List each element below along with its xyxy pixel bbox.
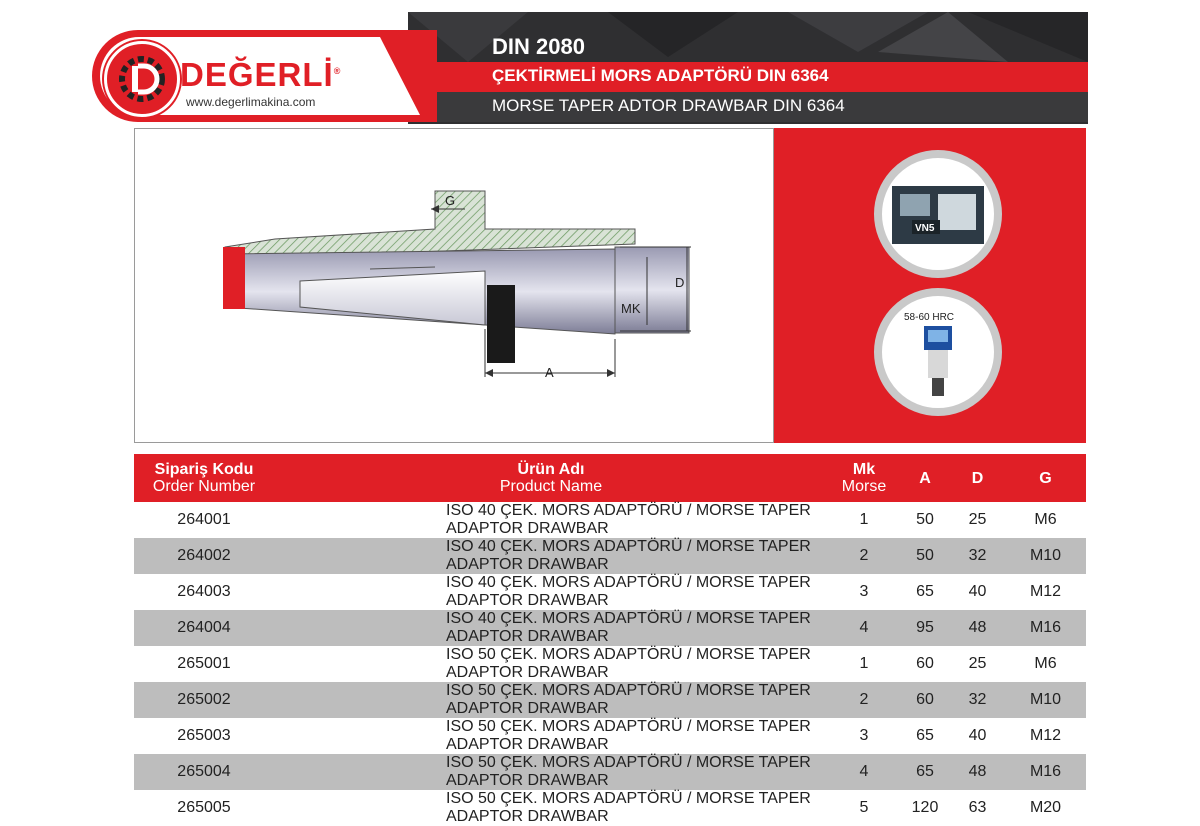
logo-emblem	[104, 41, 180, 117]
cell-name: ISO 50 ÇEK. MORS ADAPTÖRÜ / MORSE TAPER ADAPTOR DRAWBAR	[274, 682, 828, 718]
cell-name: ISO 40 ÇEK. MORS ADAPTÖRÜ / MORSE TAPER ADAPTOR DRAWBAR	[446, 502, 811, 537]
brand-url: www.degerlimakina.com	[186, 95, 316, 109]
vn5-label: VN5	[915, 223, 935, 234]
hardness-feature-badge	[874, 288, 1002, 416]
table-row	[134, 610, 1086, 646]
table-row	[134, 646, 1086, 682]
cell-d: 48	[950, 754, 1005, 790]
header-product-name: Ürün Adı Product Name	[274, 454, 828, 502]
cell-a: 50	[900, 538, 950, 574]
cell-d: 25	[968, 655, 987, 672]
cell-mk: 1	[859, 511, 869, 528]
product-table	[134, 454, 1086, 826]
cell-g: M6	[1034, 655, 1057, 672]
cell-code: 265004	[134, 754, 274, 790]
cell-a: 60	[916, 655, 934, 672]
cell-g: M20	[1029, 799, 1062, 816]
gear-icon	[107, 44, 177, 114]
cell-code: 265001	[177, 655, 231, 672]
cell-g: M16	[1005, 754, 1086, 790]
dim-d-label: D	[675, 275, 685, 290]
table-body	[134, 502, 1086, 826]
table-row	[134, 574, 1086, 610]
dim-a-label: A	[545, 365, 554, 380]
cell-d: 32	[950, 682, 1005, 718]
cell-mk: 2	[828, 538, 900, 574]
cell-g: M6	[1034, 511, 1057, 528]
cell-mk: 5	[859, 799, 869, 816]
registered-mark: ®	[333, 66, 342, 76]
page-title: DIN 2080	[492, 34, 585, 59]
cell-d: 25	[968, 511, 987, 528]
cell-mk: 3	[859, 727, 869, 744]
hardness-tester-icon	[882, 296, 994, 408]
cell-d: 32	[950, 538, 1005, 574]
cell-a: 95	[900, 610, 950, 646]
cell-name: ISO 50 ÇEK. MORS ADAPTÖRÜ / MORSE TAPER ADAPTOR DRAWBAR	[446, 790, 811, 825]
cell-a: 65	[916, 583, 934, 600]
cell-a: 65	[900, 754, 950, 790]
header-d: D	[950, 454, 1005, 502]
cell-code: 265003	[177, 727, 231, 744]
technical-drawing	[134, 128, 774, 443]
header-a: A	[900, 454, 950, 502]
header-morse: Mk Morse	[828, 454, 900, 502]
cell-code: 264003	[177, 583, 231, 600]
cell-mk: 4	[828, 610, 900, 646]
cell-name: ISO 50 ÇEK. MORS ADAPTÖRÜ / MORSE TAPER ADAPTOR DRAWBAR	[274, 754, 828, 790]
cell-name: ISO 40 ÇEK. MORS ADAPTÖRÜ / MORSE TAPER ADAPTOR DRAWBAR	[446, 574, 811, 609]
subtitle-en: MORSE TAPER ADTOR DRAWBAR DIN 6364	[492, 96, 845, 115]
cell-name: ISO 40 ÇEK. MORS ADAPTÖRÜ / MORSE TAPER ADAPTOR DRAWBAR	[274, 538, 828, 574]
cell-code: 264001	[177, 511, 231, 528]
table-row	[134, 502, 1086, 538]
cell-mk: 3	[859, 583, 869, 600]
brand-name: DEĞERLİ®	[180, 56, 342, 93]
cell-g: M16	[1005, 610, 1086, 646]
cell-mk: 1	[859, 655, 869, 672]
table-row	[134, 682, 1086, 718]
header-order-number: Sipariş Kodu Order Number	[134, 454, 274, 502]
cell-name: ISO 40 ÇEK. MORS ADAPTÖRÜ / MORSE TAPER ADAPTOR DRAWBAR	[274, 610, 828, 646]
cell-mk: 4	[828, 754, 900, 790]
cell-a: 60	[900, 682, 950, 718]
cell-mk: 2	[828, 682, 900, 718]
machine-feature-badge	[874, 150, 1002, 278]
cell-d: 63	[968, 799, 987, 816]
cell-code: 265002	[134, 682, 274, 718]
cell-name: ISO 50 ÇEK. MORS ADAPTÖRÜ / MORSE TAPER ADAPTOR DRAWBAR	[446, 718, 811, 753]
dim-g-label: G	[445, 193, 456, 208]
cell-a: 120	[911, 799, 939, 816]
table-row	[134, 754, 1086, 790]
cell-name: ISO 50 ÇEK. MORS ADAPTÖRÜ / MORSE TAPER ADAPTOR DRAWBAR	[446, 646, 811, 681]
cell-code: 264002	[134, 538, 274, 574]
dim-mk-label: MK	[621, 301, 641, 316]
feature-panel	[774, 128, 1086, 443]
table-row	[134, 718, 1086, 754]
header-g: G	[1005, 454, 1086, 502]
table-row	[134, 538, 1086, 574]
cell-a: 50	[916, 511, 934, 528]
cell-g: M10	[1005, 538, 1086, 574]
cell-d: 40	[968, 727, 987, 744]
cell-a: 65	[916, 727, 934, 744]
cell-g: M12	[1029, 583, 1062, 600]
table-header-row	[134, 454, 1086, 502]
adaptor-drawing	[135, 129, 773, 442]
machine-icon	[882, 158, 994, 270]
cell-g: M10	[1005, 682, 1086, 718]
cell-d: 40	[968, 583, 987, 600]
cell-g: M12	[1029, 727, 1062, 744]
table-row	[134, 790, 1086, 826]
hardness-label: 58-60 HRC	[904, 312, 955, 323]
cell-d: 48	[950, 610, 1005, 646]
cell-code: 264004	[134, 610, 274, 646]
logo-wedge	[360, 30, 440, 122]
cell-code: 265005	[177, 799, 231, 816]
subtitle-tr: ÇEKTİRMELİ MORS ADAPTÖRÜ DIN 6364	[492, 66, 829, 85]
